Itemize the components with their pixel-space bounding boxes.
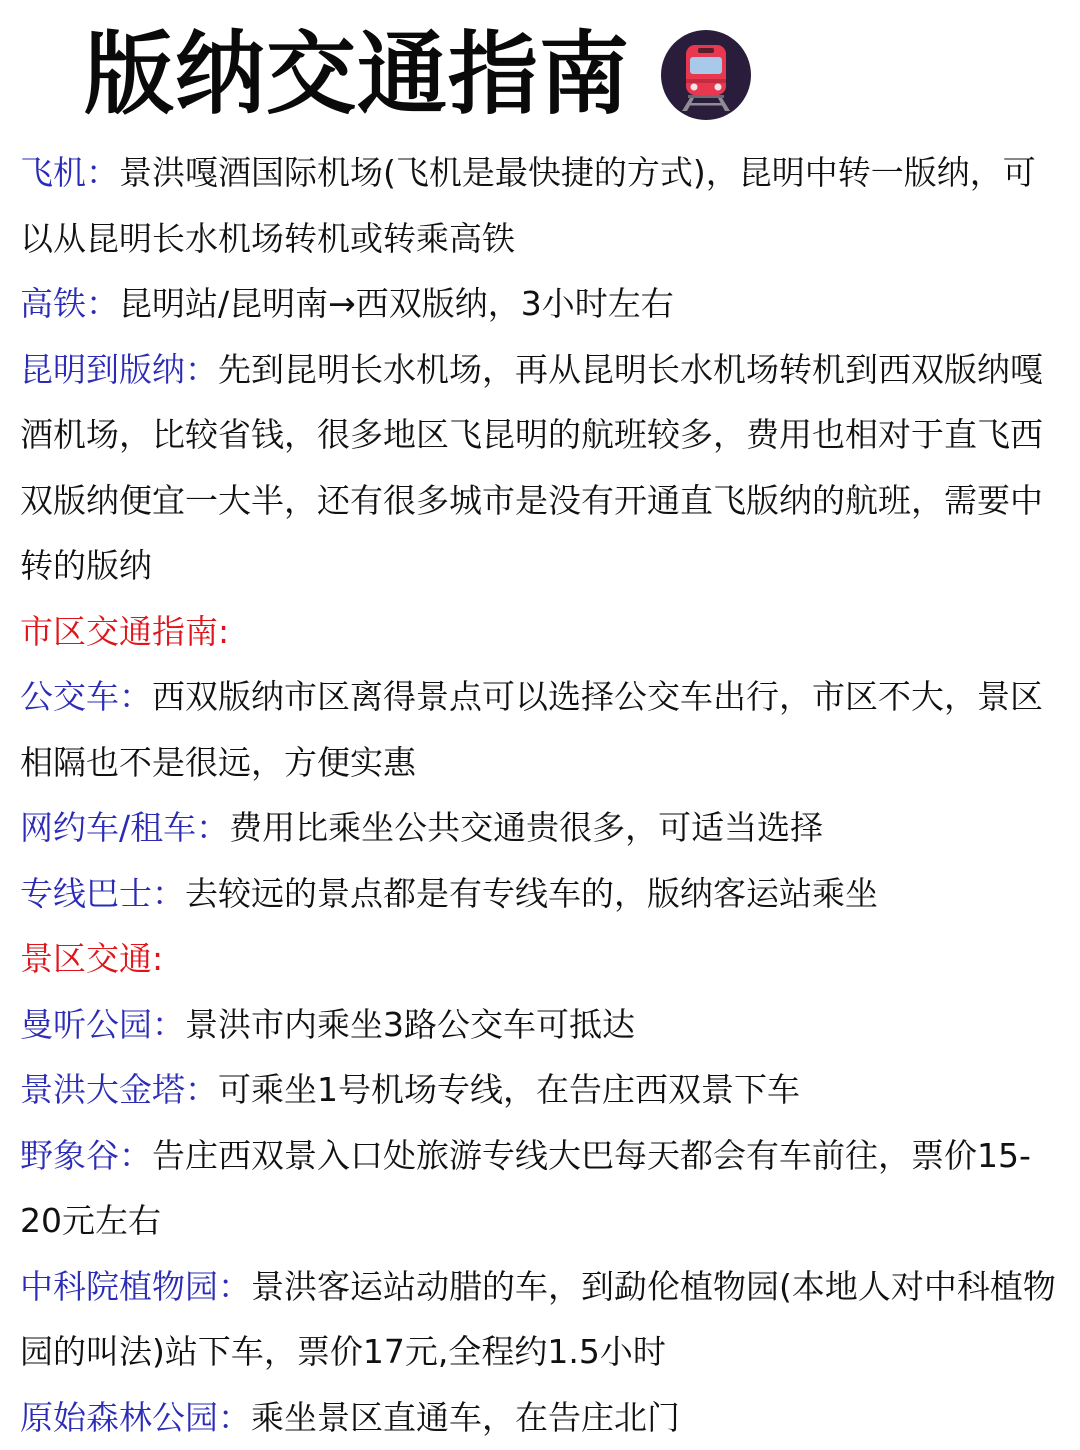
section-label: 专线巴士：: [20, 874, 185, 913]
section-label: 昆明到版纳：: [20, 350, 218, 389]
section-text: 景洪客运站动腊的车，到勐伦植物园(本地人对中科植物园的叫法)站下车，票价17元,全程约1.5小时: [20, 1267, 1056, 1372]
section-label: 野象谷：: [20, 1136, 152, 1175]
section-botanical-garden: [20, 1254, 1060, 1385]
section-label: 原始森林公园：: [20, 1398, 251, 1437]
section-shuttle-bus: [20, 861, 1060, 927]
section-bus: [20, 664, 1060, 795]
section-text: 先到昆明长水机场，再从昆明长水机场转机到西双版纳嘎酒机场，比较省钱，很多地区飞昆明的航班较多，费用也相对于直飞西双版纳便宜一大半，还有很多城市是没有开通直飞版纳的航班，需要中转的版纳: [20, 350, 1043, 586]
section-text: 去较远的景点都是有专线车的，版纳客运站乘坐: [185, 874, 878, 913]
section-primeval-forest-park: [20, 1385, 1060, 1450]
train-front-icon: [660, 29, 752, 121]
heading-scenic-transport: 景区交通:: [20, 926, 1060, 992]
heading-city-transport: 市区交通指南:: [20, 599, 1060, 665]
section-text: 西双版纳市区离得景点可以选择公交车出行，市区不大，景区相隔也不是很远，方便实惠: [20, 677, 1043, 782]
section-flight: [20, 140, 1060, 271]
section-manting-park: [20, 992, 1060, 1058]
section-wild-elephant-valley: [20, 1123, 1060, 1254]
page-title: 版纳交通指南: [84, 25, 630, 125]
section-label: 中科院植物园：: [20, 1267, 251, 1306]
section-golden-pagoda: [20, 1057, 1060, 1123]
section-kunming-to-banna: [20, 337, 1060, 599]
content: [20, 140, 1060, 1450]
section-label: 网约车/租车：: [20, 808, 229, 847]
section-ride-hailing: [20, 795, 1060, 861]
section-label: 飞机：: [20, 153, 119, 192]
header: [84, 20, 752, 130]
section-text: 景洪市内乘坐3路公交车可抵达: [185, 1005, 635, 1044]
section-text: 昆明站/昆明南→西双版纳，3小时左右: [119, 284, 674, 323]
section-label: 曼听公园：: [20, 1005, 185, 1044]
section-text: 景洪嘎酒国际机场(飞机是最快捷的方式)，昆明中转一版纳，可以从昆明长水机场转机或转乘高铁: [20, 153, 1036, 258]
section-label: 高铁：: [20, 284, 119, 323]
section-label: 景洪大金塔：: [20, 1070, 218, 1109]
section-label: 公交车：: [20, 677, 152, 716]
section-text: 告庄西双景入口处旅游专线大巴每天都会有车前往，票价15-20元左右: [20, 1136, 1031, 1241]
section-text: 费用比乘坐公共交通贵很多，可适当选择: [229, 808, 823, 847]
section-text: 乘坐景区直通车，在告庄北门: [251, 1398, 680, 1437]
section-text: 可乘坐1号机场专线，在告庄西双景下车: [218, 1070, 800, 1109]
section-highspeed-rail: [20, 271, 1060, 337]
